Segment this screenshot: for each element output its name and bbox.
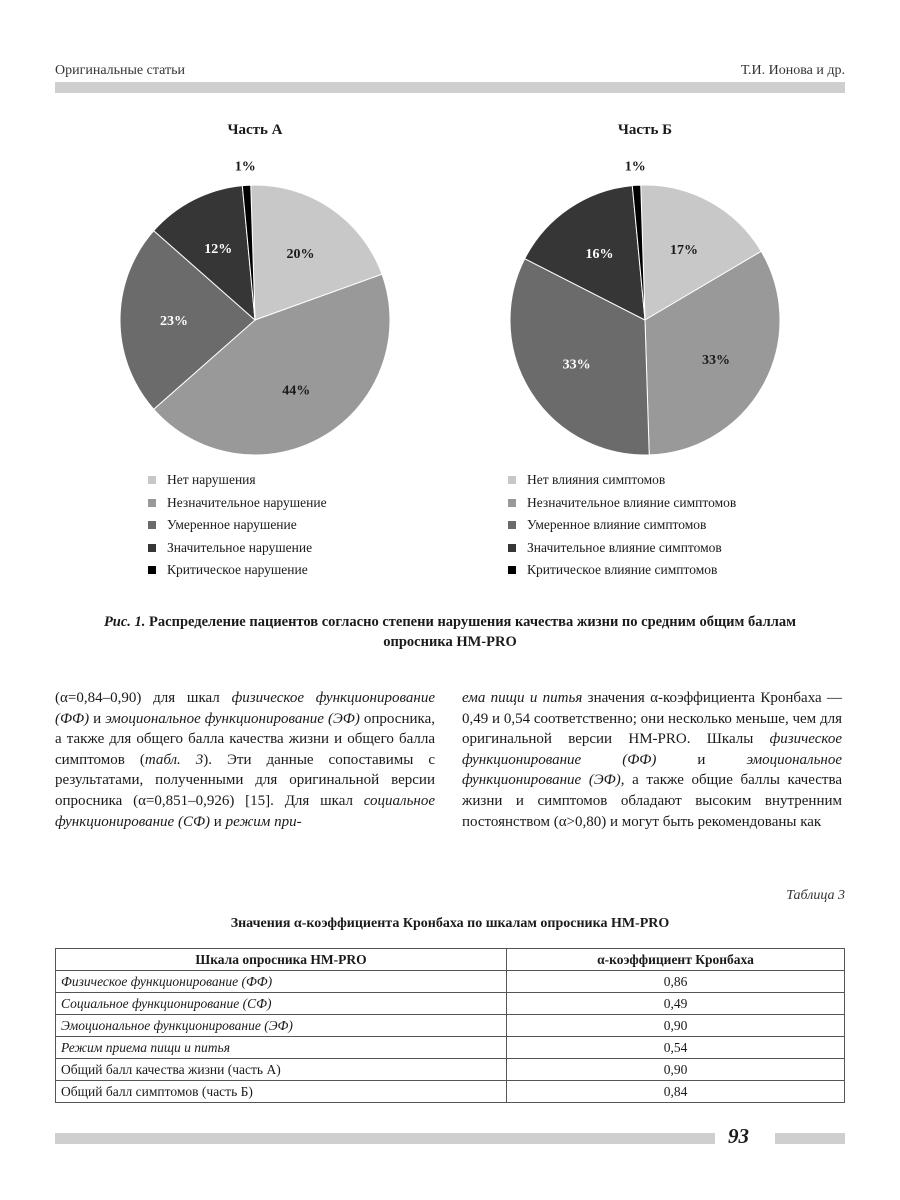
table-cell-alpha: 0,90 [507, 1015, 845, 1037]
header-rule [55, 82, 845, 93]
pie-label-a-1: 20% [286, 247, 315, 262]
legend-label: Умеренное влияние симптомов [527, 517, 707, 532]
chart-b-title: Часть Б [617, 122, 673, 138]
pie-label-a-2: 44% [282, 383, 311, 399]
body-text-run: и [210, 813, 226, 830]
legend-label: Незначительное нарушение [167, 494, 327, 510]
pie-label-a-3: 23% [160, 314, 188, 329]
table-cell-scale: Режим приема пищи и питья [56, 1037, 507, 1059]
table-row [56, 1015, 845, 1037]
legend-label: Незначительное влияние симптомов [527, 494, 737, 510]
pie-chart-a [105, 150, 405, 470]
table-cell-alpha: 0,90 [507, 1059, 845, 1081]
body-text-run: опросника, а также для общего балла качества жизни и общего балла симптомов ( [55, 710, 435, 768]
running-header-section: Оригинальные статьи [55, 63, 185, 78]
table-cell-alpha: 0,84 [507, 1081, 845, 1103]
body-text-emphasis: физическое функционирование (ФФ) [55, 690, 435, 727]
legend-swatch [508, 566, 516, 574]
table-row [56, 1081, 845, 1103]
footer-rule-right [775, 1133, 845, 1144]
figure-caption-text: Распределение пациентов согласно степени нарушения качества жизни по средним общим баллам опросника HM-PRO [149, 614, 797, 650]
figure-caption-label: Рис. 1. [103, 614, 146, 630]
body-text-run: ). Эти данные сопоставимы с результатами, полученными для оригинальной версии опросника (α=0,851–0,926) [15]. Для шкал [55, 751, 435, 809]
body-text-emphasis: табл. 3 [144, 751, 204, 768]
table-row [56, 1059, 845, 1081]
body-text-run: и [656, 751, 747, 768]
legend-swatch [508, 544, 516, 552]
pie-label-a-4: 12% [204, 241, 233, 257]
pie-label-b-3: 33% [562, 357, 591, 373]
chart-a-title: Часть А [227, 122, 283, 138]
running-header-authors: Т.И. Ионова и др. [740, 63, 845, 78]
table-header-scale: Шкала опросника HM-PRO [56, 949, 507, 971]
legend-label: Значительное нарушение [167, 539, 313, 555]
table-cell-scale: Эмоциональное функционирование (ЭФ) [56, 1015, 507, 1037]
pie-label-a-5: 1% [234, 159, 256, 175]
legend-label: Умеренное нарушение [167, 517, 297, 532]
table-cell-alpha: 0,54 [507, 1037, 845, 1059]
body-text-emphasis: эмоциональное функционирование (ЭФ) [462, 751, 842, 789]
body-text-right-column [462, 688, 842, 832]
body-text-emphasis: социальное функционирование (СФ) [55, 792, 435, 830]
legend-label: Критическое влияние симптомов [527, 562, 718, 577]
page-number: 93 [728, 1124, 749, 1148]
body-text-emphasis: режим при- [225, 813, 302, 830]
table-row [56, 993, 845, 1015]
pie-label-b-1: 17% [670, 243, 698, 258]
table-cell-scale: Физическое функционирование (ФФ) [56, 971, 507, 993]
pie-chart-b [495, 150, 795, 470]
pie-label-b-4: 16% [585, 247, 614, 262]
legend-swatch [508, 476, 516, 484]
body-text-emphasis: физическое функционирование (ФФ) [462, 731, 842, 768]
body-text-run: и [89, 710, 106, 727]
table-header-alpha: α-коэффициент Кронбаха [507, 949, 845, 971]
body-text-run: значения α-коэффициента Кронбаха — 0,49 и 0,54 соответственно; они несколько меньше, чем для оригинальной версии HM-PRO. Шкалы [462, 690, 843, 748]
table-cell-scale: Социальное функционирование (СФ) [56, 993, 507, 1015]
table-row [56, 1037, 845, 1059]
legend-swatch [148, 521, 156, 529]
legend-label: Нет нарушения [167, 472, 256, 487]
legend-label: Критическое нарушение [167, 562, 308, 577]
body-text-emphasis: ема пищи и питья [462, 690, 583, 706]
footer-rule-left [55, 1133, 715, 1144]
legend-swatch [508, 499, 516, 507]
legend-swatch [148, 544, 156, 552]
legend-label: Нет влияния симптомов [527, 472, 666, 487]
table-cell-scale: Общий балл симптомов (часть Б) [56, 1081, 507, 1103]
legend-swatch [148, 476, 156, 484]
pie-label-b-2: 33% [702, 353, 730, 368]
legend-swatch [148, 499, 156, 507]
legend-label: Значительное влияние симптомов [527, 539, 722, 555]
body-text-run: , а также общие баллы качества жизни и симптомов обладают высоким внутренним постоянством (α>0,80) и могут быть рекомендованы как [462, 772, 843, 830]
body-text-left-column [55, 688, 435, 832]
table-body [56, 971, 845, 1103]
legend-swatch [508, 521, 516, 529]
body-text-run: (α=0,84–0,90) для шкал [55, 690, 232, 706]
table-title: Значения α-коэффициента Кронбаха по шкалам опросника HM-PRO [230, 916, 670, 931]
figure-caption [80, 612, 820, 652]
cronbach-alpha-table [55, 948, 845, 1103]
table-cell-scale: Общий балл качества жизни (часть А) [56, 1059, 507, 1081]
table-label: Таблица 3 [786, 888, 845, 903]
table-row [56, 971, 845, 993]
pie-label-b-5: 1% [624, 159, 646, 175]
body-text-emphasis: эмоциональное функционирование (ЭФ) [105, 710, 360, 727]
table-cell-alpha: 0,49 [507, 993, 845, 1015]
legend-swatch [148, 566, 156, 574]
table-cell-alpha: 0,86 [507, 971, 845, 993]
table-header-row [56, 949, 845, 971]
